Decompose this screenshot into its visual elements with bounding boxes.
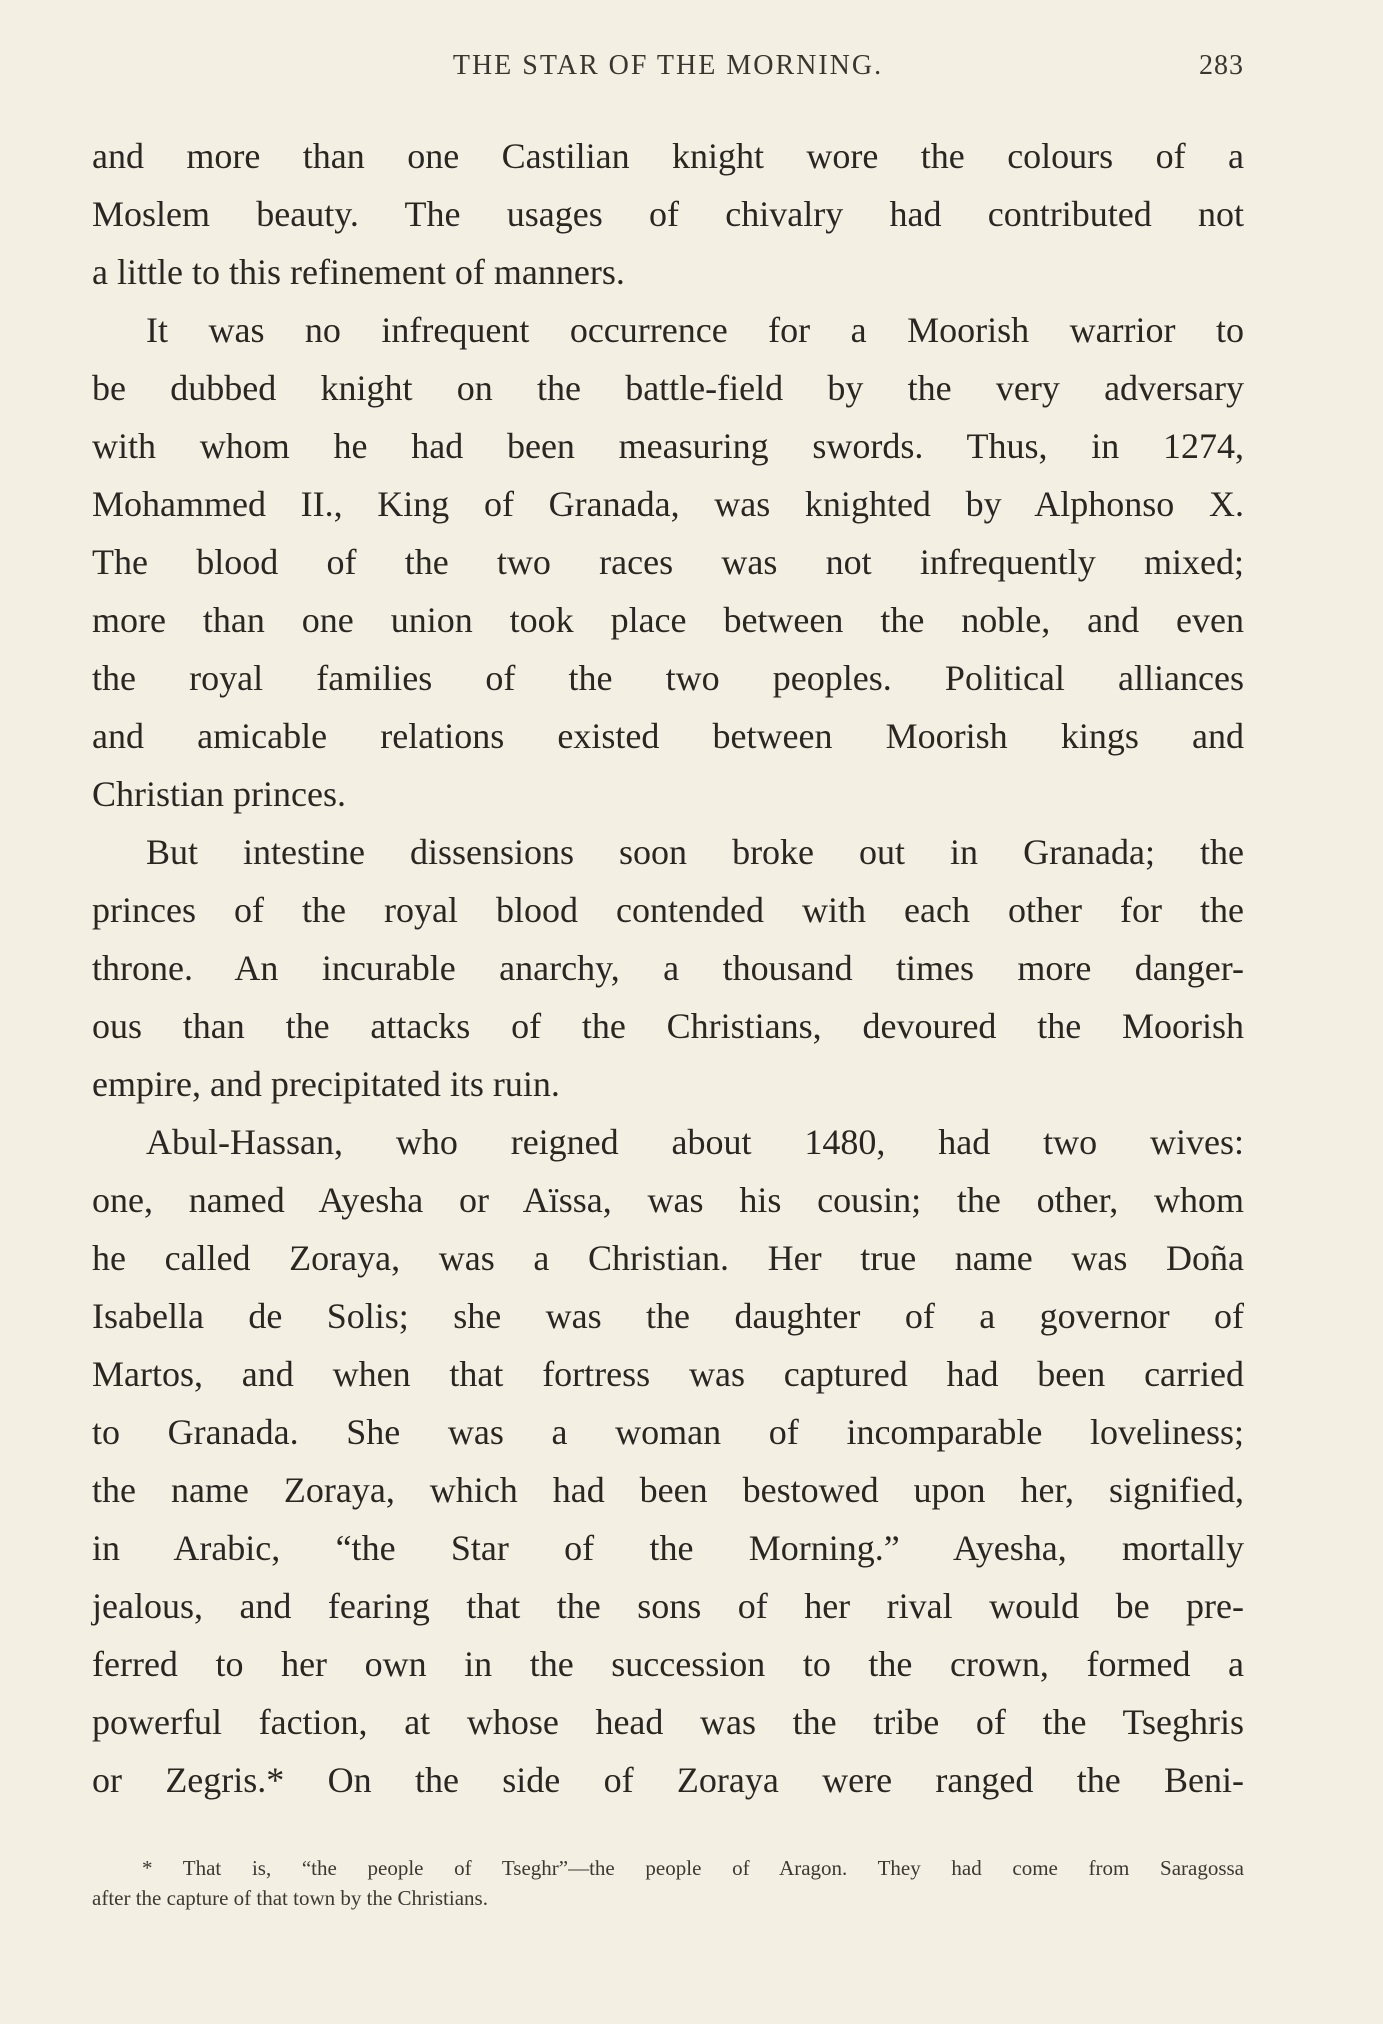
text-line: Christian princes.: [92, 774, 346, 814]
text-line: It was no infrequent occurrence for a Moorish warrior to: [146, 310, 1244, 350]
footnote-line: * That is, “the people of Tseghr”—the people of Aragon. They had come from Saragossa: [142, 1856, 1244, 1880]
text-line: more than one union took place between the noble, and even: [92, 600, 1244, 640]
text-line: Isabella de Solis; she was the daughter of a governor of: [92, 1296, 1244, 1336]
text-line: the royal families of the two peoples. Political alliances: [92, 658, 1244, 698]
text-line: one, named Ayesha or Aïssa, was his cousin; the other, whom: [92, 1180, 1244, 1220]
text-line: or Zegris.* On the side of Zoraya were ranged the Beni-: [92, 1760, 1244, 1800]
text-line: ous than the attacks of the Christians, devoured the Moorish: [92, 1006, 1244, 1046]
page-number: 283: [1199, 50, 1244, 81]
text-line: to Granada. She was a woman of incomparable loveliness;: [92, 1412, 1244, 1452]
text-line: a little to this refinement of manners.: [92, 252, 625, 292]
text-line: and more than one Castilian knight wore the colours of a: [92, 136, 1244, 176]
text-line: princes of the royal blood contended with each other for the: [92, 890, 1244, 930]
text-line: be dubbed knight on the battle-field by the very adversary: [92, 368, 1244, 408]
text-line: Abul-Hassan, who reigned about 1480, had two wives:: [146, 1122, 1244, 1162]
text-line: But intestine dissensions soon broke out in Granada; the: [146, 832, 1244, 872]
text-line: with whom he had been measuring swords. Thus, in 1274,: [92, 426, 1244, 466]
text-line: The blood of the two races was not infrequently mixed;: [92, 542, 1244, 582]
text-line: empire, and precipitated its ruin.: [92, 1064, 560, 1104]
body-text: [92, 127, 1244, 1809]
running-head: [92, 50, 1244, 90]
footnote: [92, 1853, 1244, 1913]
text-line: Mohammed II., King of Granada, was knighted by Alphonso X.: [92, 484, 1244, 524]
text-line: in Arabic, “the Star of the Morning.” Ayesha, mortally: [92, 1528, 1244, 1568]
running-title: THE STAR OF THE MORNING.: [452, 50, 884, 81]
text-line: he called Zoraya, was a Christian. Her true name was Doña: [92, 1238, 1244, 1278]
text-line: and amicable relations existed between Moorish kings and: [92, 716, 1244, 756]
text-line: Martos, and when that fortress was captured had been carried: [92, 1354, 1244, 1394]
text-line: jealous, and fearing that the sons of her rival would be pre-: [92, 1586, 1244, 1626]
text-line: ferred to her own in the succession to the crown, formed a: [92, 1644, 1244, 1684]
text-line: powerful faction, at whose head was the tribe of the Tseghris: [92, 1702, 1244, 1742]
text-line: the name Zoraya, which had been bestowed upon her, signified,: [92, 1470, 1244, 1510]
footnote-line: after the capture of that town by the Christians.: [92, 1886, 488, 1910]
text-line: Moslem beauty. The usages of chivalry had contributed not: [92, 194, 1244, 234]
text-line: throne. An incurable anarchy, a thousand times more danger-: [92, 948, 1244, 988]
